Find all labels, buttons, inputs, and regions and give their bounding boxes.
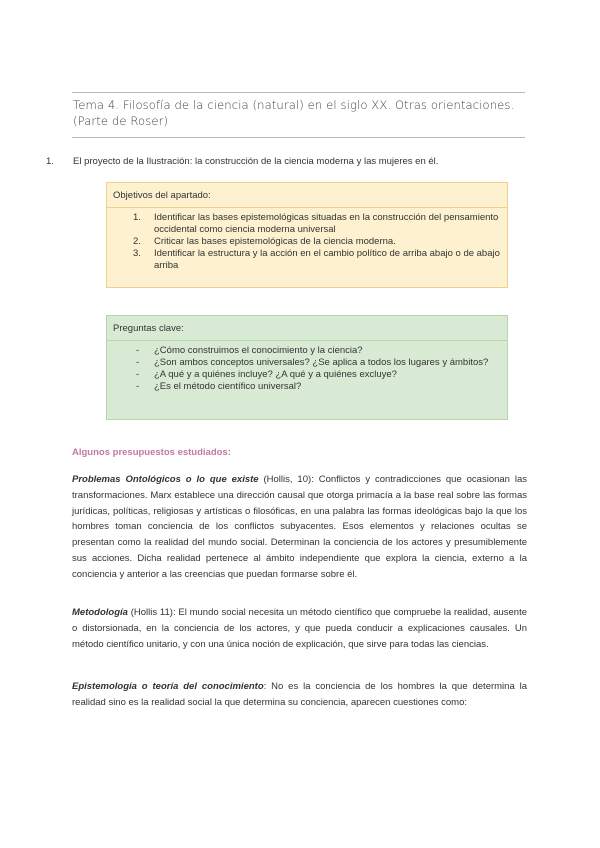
question-item: - ¿Es el método científico universal? bbox=[136, 381, 302, 392]
objectives-title: Objetivos del apartado: bbox=[107, 183, 507, 208]
question-item: - ¿A qué y a quiénes incluye? ¿A qué y a quiénes excluye? bbox=[136, 369, 397, 380]
objectives-box bbox=[106, 182, 508, 288]
paragraph-ontological bbox=[72, 472, 527, 583]
paragraph-methodology bbox=[72, 605, 527, 652]
title-bottom-rule bbox=[72, 137, 525, 138]
paragraph-text: (Hollis 11): El mundo social necesita un método científico que compruebe la realidad, ausente o distorsionada, en la conciencia de los actores, y que pueda conducir a explicaciones causales. Un método científico unitario, y con una única noción de explicación, que sirve para todas las ciencias. bbox=[72, 607, 527, 650]
title-top-rule bbox=[72, 92, 525, 93]
objective-item: 3. Identificar la estructura y la acción en el cambio político de arriba abajo o de abajo arriba bbox=[133, 248, 500, 271]
paragraph-lead: Epistemología o teoría del conocimiento bbox=[72, 681, 264, 692]
presupuestos-heading: Algunos presupuestos estudiados: bbox=[72, 447, 231, 458]
question-item: - ¿Cómo construimos el conocimiento y la ciencia? bbox=[136, 345, 363, 356]
document-title: Tema 4. Filosofía de la ciencia (natural) en el siglo XX. Otras orientaciones. (Parte de Roser) bbox=[73, 98, 515, 128]
key-questions-list bbox=[113, 345, 501, 393]
section-number: 1. bbox=[46, 156, 54, 167]
objective-item: 1. Identificar las bases epistemológicas situadas en la construcción del pensamiento occidental como ciencia moderna universal bbox=[133, 212, 499, 235]
question-item: - ¿Son ambos conceptos universales? ¿Se aplica a todos los lugares y ámbitos? bbox=[136, 357, 489, 368]
paragraph-text: : No es la conciencia de los hombres la que determina la realidad sino es la realidad social la que determina su conciencia, aparecen cuestiones como: bbox=[72, 681, 528, 708]
section-title: El proyecto de la Ilustración: la construcción de la ciencia moderna y las mujeres en él. bbox=[73, 156, 439, 167]
paragraph-text: (Hollis, 10): Conflictos y contradicciones que ocasionan las transformaciones. Marx establece una dirección causal que otorga primacía a la base real sobre las formas jurídicas, políticas, religiosas y artísticas o filosóficas, en una palabra las formas ideológicas bajo la que los hombres toman conciencia de los conflictos subyacentes. Esos elementos y relaciones ocultas se presentan como la realidad del mundo social. Determinan la conciencia de los actores y presumiblemente sus acciones. Dicha realidad pertenece al ámbito independiente que explora la ciencia, externo a la conciencia y anterior a las creencias que puedan formarse sobre él. bbox=[72, 474, 527, 580]
key-questions-box bbox=[106, 315, 508, 420]
paragraph-lead: Metodología bbox=[72, 607, 128, 618]
key-questions-title: Preguntas clave: bbox=[107, 316, 507, 341]
objective-item: 2. Criticar las bases epistemológicas de la ciencia moderna. bbox=[133, 236, 396, 247]
paragraph-epistemology bbox=[72, 679, 527, 711]
objectives-list bbox=[113, 212, 501, 272]
paragraph-lead: Problemas Ontológicos o lo que existe bbox=[72, 474, 259, 485]
